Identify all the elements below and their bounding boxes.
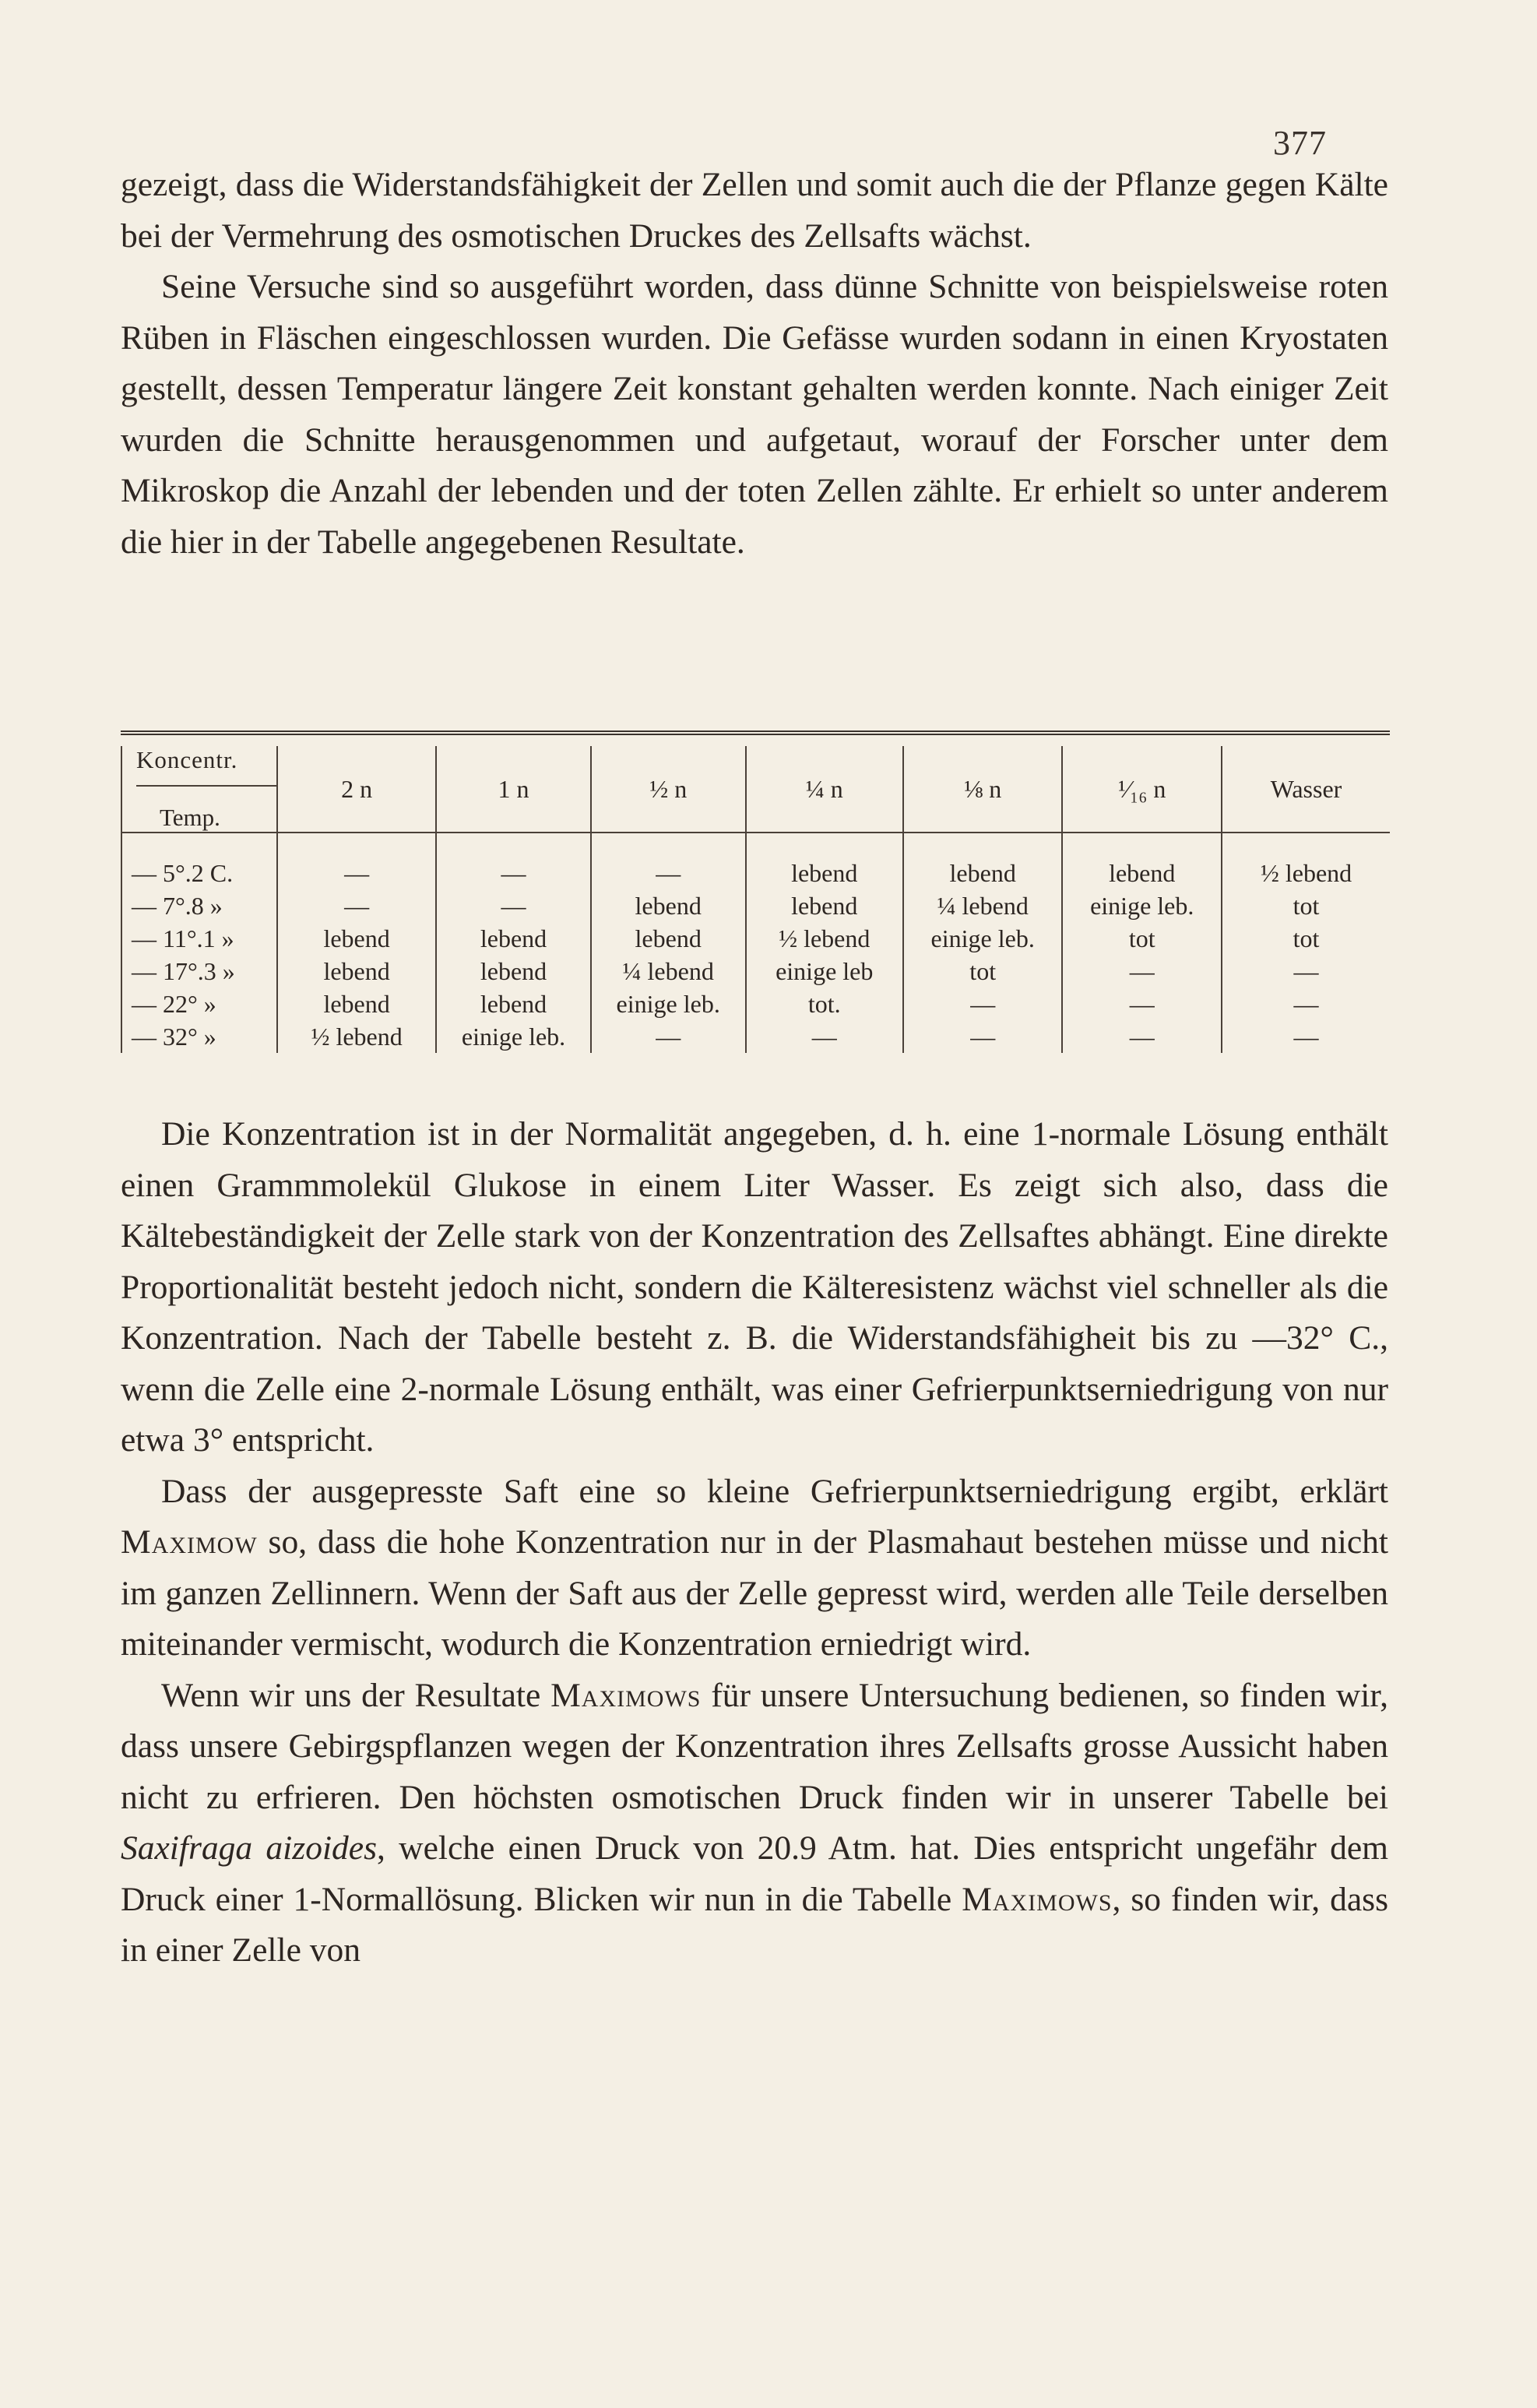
table-row [121, 922, 1390, 955]
table-cell: einige leb [746, 955, 903, 987]
table-cell: einige leb. [1062, 889, 1222, 922]
temperature-label: Temp. [160, 804, 220, 831]
table-row [121, 889, 1390, 922]
paragraph-4-text-a: Dass der ausgepresste Saft eine so kleine Gefrierpunktserniedrigung ergibt, erklärt [161, 1472, 1388, 1510]
column-header: 1 n [436, 746, 591, 833]
table-cell: ½ lebend [1222, 857, 1390, 889]
table-cell: tot. [746, 987, 903, 1020]
table-cell: tot [1222, 889, 1390, 922]
table-top-rule [121, 730, 1390, 735]
temperature-cell: — 5°.2 C. [121, 857, 277, 889]
table-cell: lebend [277, 955, 436, 987]
table-cell: tot [1222, 922, 1390, 955]
paragraph-3: Die Konzentration ist in der Normalität angegeben, d. h. eine 1-normale Lösung enthält einen Grammmolekül Glukose in einem Liter Wasser. Es zeigt sich also, dass die Kältebeständigkeit der Zelle stark von der Konzentration des Zellsaftes abhängt. Eine direkte Proportionalität besteht jedoch nicht, sondern die Kälteresistenz wächst viel schneller als die Konzentration. Nach der Tabelle besteht z. B. die Widerstandsfähigheit bis zu —32° C., wenn die Zelle eine 2-normale Lösung enthält, was einer Gefrierpunktserniedrigung von nur etwa 3° entspricht. [121, 1115, 1388, 1459]
table-cell: lebend [436, 955, 591, 987]
paragraph-5-text-a: Wenn wir uns der Resultate [161, 1676, 551, 1714]
page-number: 377 [1273, 124, 1327, 162]
paragraph-1: gezeigt, dass die Widerstandsfähigkeit der Zellen und somit auch die der Pflanze gegen Kälte bei der Vermehrung des osmotischen Druckes des Zellsafts wächst. [121, 166, 1388, 255]
table-cell: lebend [436, 922, 591, 955]
column-header: ¼ n [746, 746, 903, 833]
table-cell: — [1222, 1020, 1390, 1053]
author-name: Maximows [550, 1676, 702, 1714]
table-header-row [121, 746, 1390, 833]
temperature-cell: — 32° » [121, 1020, 277, 1053]
table-cell: — [1062, 987, 1222, 1020]
table-cell: lebend [436, 987, 591, 1020]
paragraph-5-text-c: , welche einen Druck von 20.9 Atm. hat. Dies entspricht ungefähr dem Druck einer 1-Normallösung. Blicken wir nun in die Tabelle [121, 1829, 1388, 1918]
table-cell: — [1222, 987, 1390, 1020]
table-cell: — [903, 987, 1063, 1020]
results-table [121, 730, 1390, 1053]
table-cell: lebend [903, 857, 1063, 889]
paragraph-5-text-d: , so finden wir, dass in einer Zelle von [121, 1880, 1388, 1969]
table-cell: — [436, 857, 591, 889]
temperature-cell: — 22° » [121, 987, 277, 1020]
temperature-cell: — 7°.8 » [121, 889, 277, 922]
paragraph-4 [121, 1466, 1388, 1670]
table-row [121, 857, 1390, 889]
table-cell: — [1222, 955, 1390, 987]
table-cell: ¼ lebend [591, 955, 746, 987]
table-cell: lebend [277, 987, 436, 1020]
table-cell: — [436, 889, 591, 922]
paragraph-2: Seine Versuche sind so ausgeführt worden, dass dünne Schnitte von beispielsweise roten Rüben in Fläschen eingeschlossen wurden. Die Gefässe wurden sodann in einen Kryostaten gestellt, dessen Temperatur längere Zeit konstant gehalten werden konnte. Nach einiger Zeit wurden die Schnitte herausgenommen und aufgetaut, worauf der Forscher unter dem Mikroskop die Anzahl der lebenden und der toten Zellen zählte. Er erhielt so unter anderem die hier in der Tabelle angegebenen Resultate. [121, 268, 1388, 561]
table-cell: ½ lebend [746, 922, 903, 955]
table-cell: — [277, 857, 436, 889]
table-cell: lebend [591, 889, 746, 922]
table-cell: — [1062, 1020, 1222, 1053]
column-header: ⅛ n [903, 746, 1063, 833]
paragraph-5-text-b: für unsere Untersuchung bedienen, so finden wir, dass unsere Gebirgspflanzen wegen der Konzentration ihres Zellsafts grosse Aussicht haben nicht zu erfrieren. Den höchsten osmotischen Druck finden wir in unserer Tabelle bei [121, 1676, 1388, 1816]
concentration-label: Koncentr. [136, 746, 238, 773]
table-cell: lebend [1062, 857, 1222, 889]
table-cell: ¼ lebend [903, 889, 1063, 922]
table-cell: einige leb. [436, 1020, 591, 1053]
temperature-cell: — 11°.1 » [121, 922, 277, 955]
table-cell: — [277, 889, 436, 922]
table-cell: einige leb. [591, 987, 746, 1020]
text-block-top [121, 160, 1388, 568]
table-cell: lebend [746, 889, 903, 922]
column-header: Wasser [1222, 746, 1390, 833]
species-name: Saxifraga aizoides [121, 1829, 378, 1867]
table-cell: einige leb. [903, 922, 1063, 955]
table-row [121, 987, 1390, 1020]
table-cell: tot [1062, 922, 1222, 955]
text-block-bottom [121, 1109, 1388, 1977]
column-header: ¹⁄₁₆ n [1062, 746, 1222, 833]
paragraph-5 [121, 1670, 1388, 1977]
column-header: ½ n [591, 746, 746, 833]
table-row [121, 1020, 1390, 1053]
table-cell: ½ lebend [277, 1020, 436, 1053]
table-corner-cell [121, 746, 277, 833]
table-cell: — [903, 1020, 1063, 1053]
author-name: Maximow [121, 1523, 258, 1561]
table-cell: — [1062, 955, 1222, 987]
temperature-cell: — 17°.3 » [121, 955, 277, 987]
paragraph-4-text-b: so, dass die hohe Konzentration nur in der Plasmahaut bestehen müsse und nicht im ganzen Zellinnern. Wenn der Saft aus der Zelle gepresst wird, werden alle Teile derselben miteinander vermischt, wodurch die Konzentration erniedrigt wird. [121, 1523, 1388, 1663]
table-cell: — [746, 1020, 903, 1053]
table-cell: — [591, 857, 746, 889]
corner-divider [136, 785, 276, 787]
table-cell: lebend [591, 922, 746, 955]
table-cell: lebend [746, 857, 903, 889]
table-row [121, 955, 1390, 987]
table-cell: tot [903, 955, 1063, 987]
column-header: 2 n [277, 746, 436, 833]
author-name: Maximows [962, 1880, 1113, 1918]
table-cell: lebend [277, 922, 436, 955]
table-cell: — [591, 1020, 746, 1053]
